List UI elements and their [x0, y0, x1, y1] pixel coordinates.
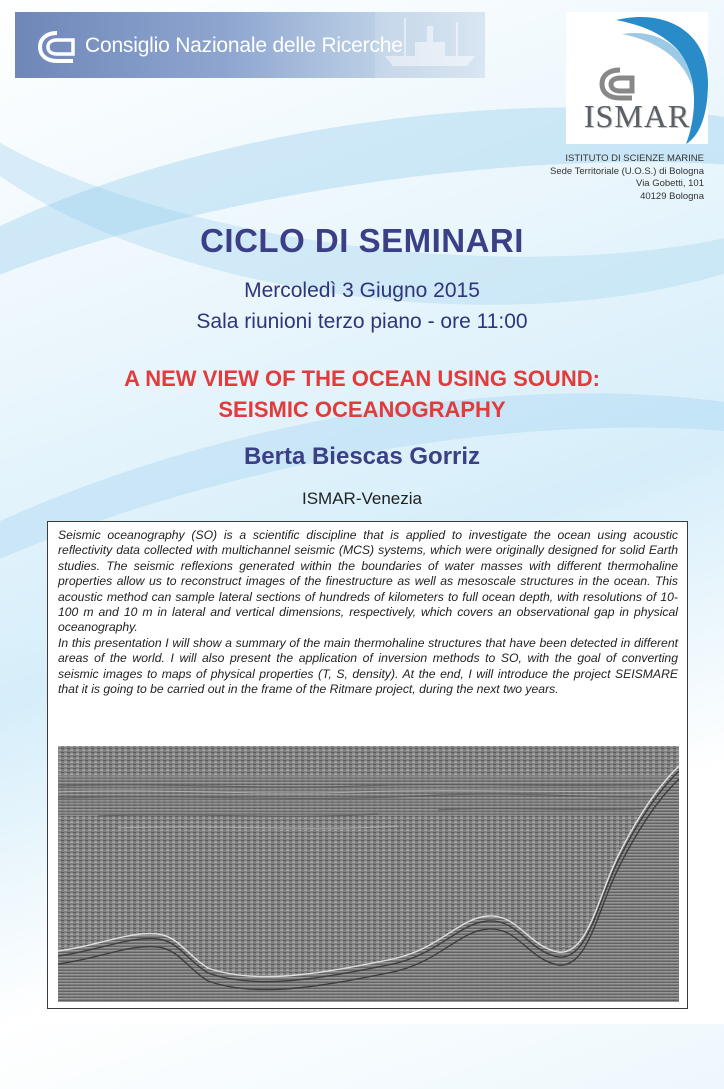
address-line: Sede Territoriale (U.O.S.) di Bologna: [549, 165, 704, 177]
ismar-wordmark: ISMAR: [583, 98, 691, 134]
event-date: Mercoledì 3 Giugno 2015: [244, 279, 480, 302]
speaker-name: Berta Biescas Gorriz: [243, 443, 481, 470]
seismic-image-graphic: [58, 746, 679, 1002]
org-name: Consiglio Nazionale delle Ricerche: [85, 34, 403, 57]
event-location-time: Sala riunioni terzo piano - ore 11:00: [196, 310, 528, 333]
speaker-affiliation: ISMAR-Venezia: [302, 489, 422, 508]
talk-title-line2: SEISMIC OCEANOGRAPHY: [218, 397, 506, 422]
abstract-paragraph: In this presentation I will show a summary of the main thermohaline structures that have been detected in different areas of the world. I will also present the application of inversion methods to SO, with the goal of converting seismic images to maps of physical properties (T, S, density). At the end, I will introduce the project SEISMARE that it is going to be carried out in the frame of the Ritmare project, during the next two years.: [58, 635, 678, 697]
seismic-section-image: [58, 746, 679, 1002]
ismar-logo: [566, 12, 708, 144]
abstract-text: [58, 528, 678, 697]
institute-address: [550, 153, 704, 203]
talk-title-line1: A NEW VIEW OF THE OCEAN USING SOUND:: [124, 366, 600, 391]
abstract-paragraph: Seismic oceanography (SO) is a scientific discipline that is applied to investigate the ocean using acoustic reflectivity data collected with multichannel seismic (MCS) systems, which were originally designed for solid Earth studies. The seismic reflexions generated within the boundaries of water masses with different thermohaline properties allow us to reconstruct images of the finestructure as well as mesoscale structures in the ocean. This acoustic method can sample lateral sections of hundreds of kilometers to full ocean depth, with resolutions of 10-100 m and 10 m in lateral and vertical dimensions, respectively, which covers an observational gap in physical oceanography.: [58, 528, 678, 635]
abstract-box: [47, 521, 688, 1009]
cnr-banner: [15, 12, 485, 78]
address-line: Via Gobetti, 101: [636, 178, 704, 189]
seminar-series-title: CICLO DI SEMINARI: [200, 222, 524, 259]
cnr-logo-icon: [37, 30, 77, 64]
address-line: ISTITUTO DI SCIENZE MARINE: [565, 153, 704, 164]
address-line: 40129 Bologna: [640, 190, 704, 202]
